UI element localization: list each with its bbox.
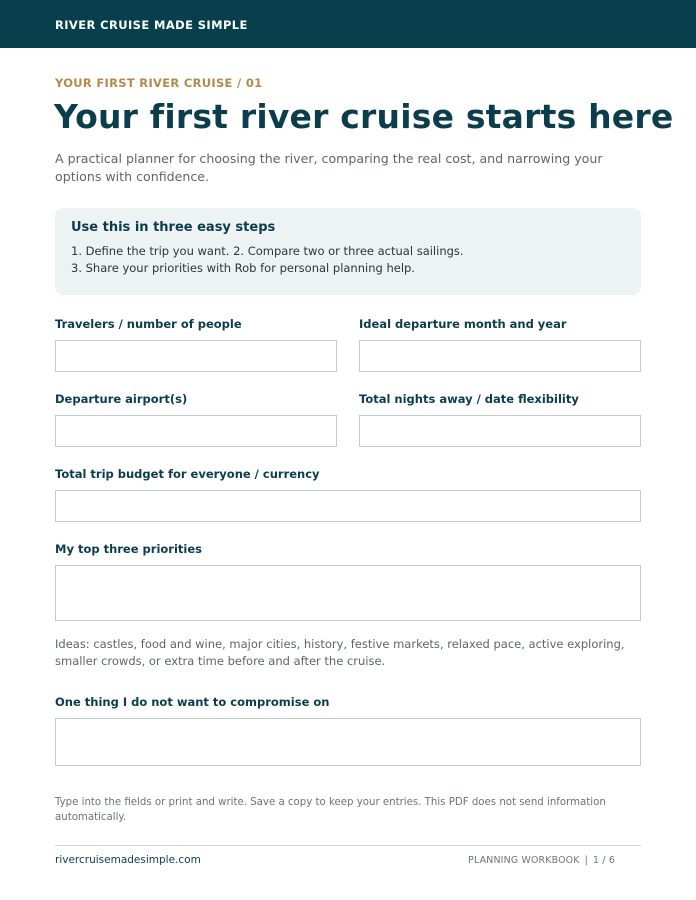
nights-field[interactable] [359, 415, 641, 447]
priorities-label: My top three priorities [55, 542, 202, 556]
travelers-field[interactable] [55, 340, 337, 372]
no-compromise-label: One thing I do not want to compromise on [55, 695, 330, 709]
page-subtitle: A practical planner for choosing the river, comparing the real cost, and narrowing your options with confidence. [55, 151, 603, 184]
footer-divider [55, 845, 641, 846]
departure-month-field[interactable] [359, 340, 641, 372]
page-info [468, 855, 615, 866]
section-kicker: YOUR FIRST RIVER CRUISE / 01 [55, 76, 263, 90]
footer-separator: | [584, 855, 588, 866]
steps-line-2: 3. Share your priorities with Rob for personal planning help. [71, 261, 415, 275]
departure-month-label: Ideal departure month and year [359, 317, 567, 331]
usage-note: Type into the fields or print and write. Save a copy to keep your entries. This PDF does not send information automatically. [55, 797, 606, 823]
page-title: Your first river cruise starts here [54, 97, 674, 136]
website-link[interactable]: rivercruisemadesimple.com [55, 854, 201, 866]
airports-label: Departure airport(s) [55, 392, 188, 406]
steps-title: Use this in three easy steps [71, 220, 276, 235]
header-bar [0, 0, 696, 48]
steps-line-1: 1. Define the trip you want. 2. Compare two or three actual sailings. [71, 244, 464, 258]
steps-callout [55, 208, 641, 295]
airports-field[interactable] [55, 415, 337, 447]
nights-label: Total nights away / date flexibility [359, 392, 579, 406]
workbook-label: PLANNING WORKBOOK [468, 855, 580, 866]
priorities-hint: Ideas: castles, food and wine, major cities, history, festive markets, relaxed pace, active exploring, smaller crowds, or extra time before and after the cruise. [55, 637, 625, 668]
page-number: 1 / 6 [592, 855, 615, 866]
brand-name: RIVER CRUISE MADE SIMPLE [55, 18, 248, 32]
budget-field[interactable] [55, 490, 641, 522]
no-compromise-field[interactable] [55, 718, 641, 766]
priorities-field[interactable] [55, 565, 641, 621]
budget-label: Total trip budget for everyone / currency [55, 467, 320, 481]
travelers-label: Travelers / number of people [55, 317, 242, 331]
